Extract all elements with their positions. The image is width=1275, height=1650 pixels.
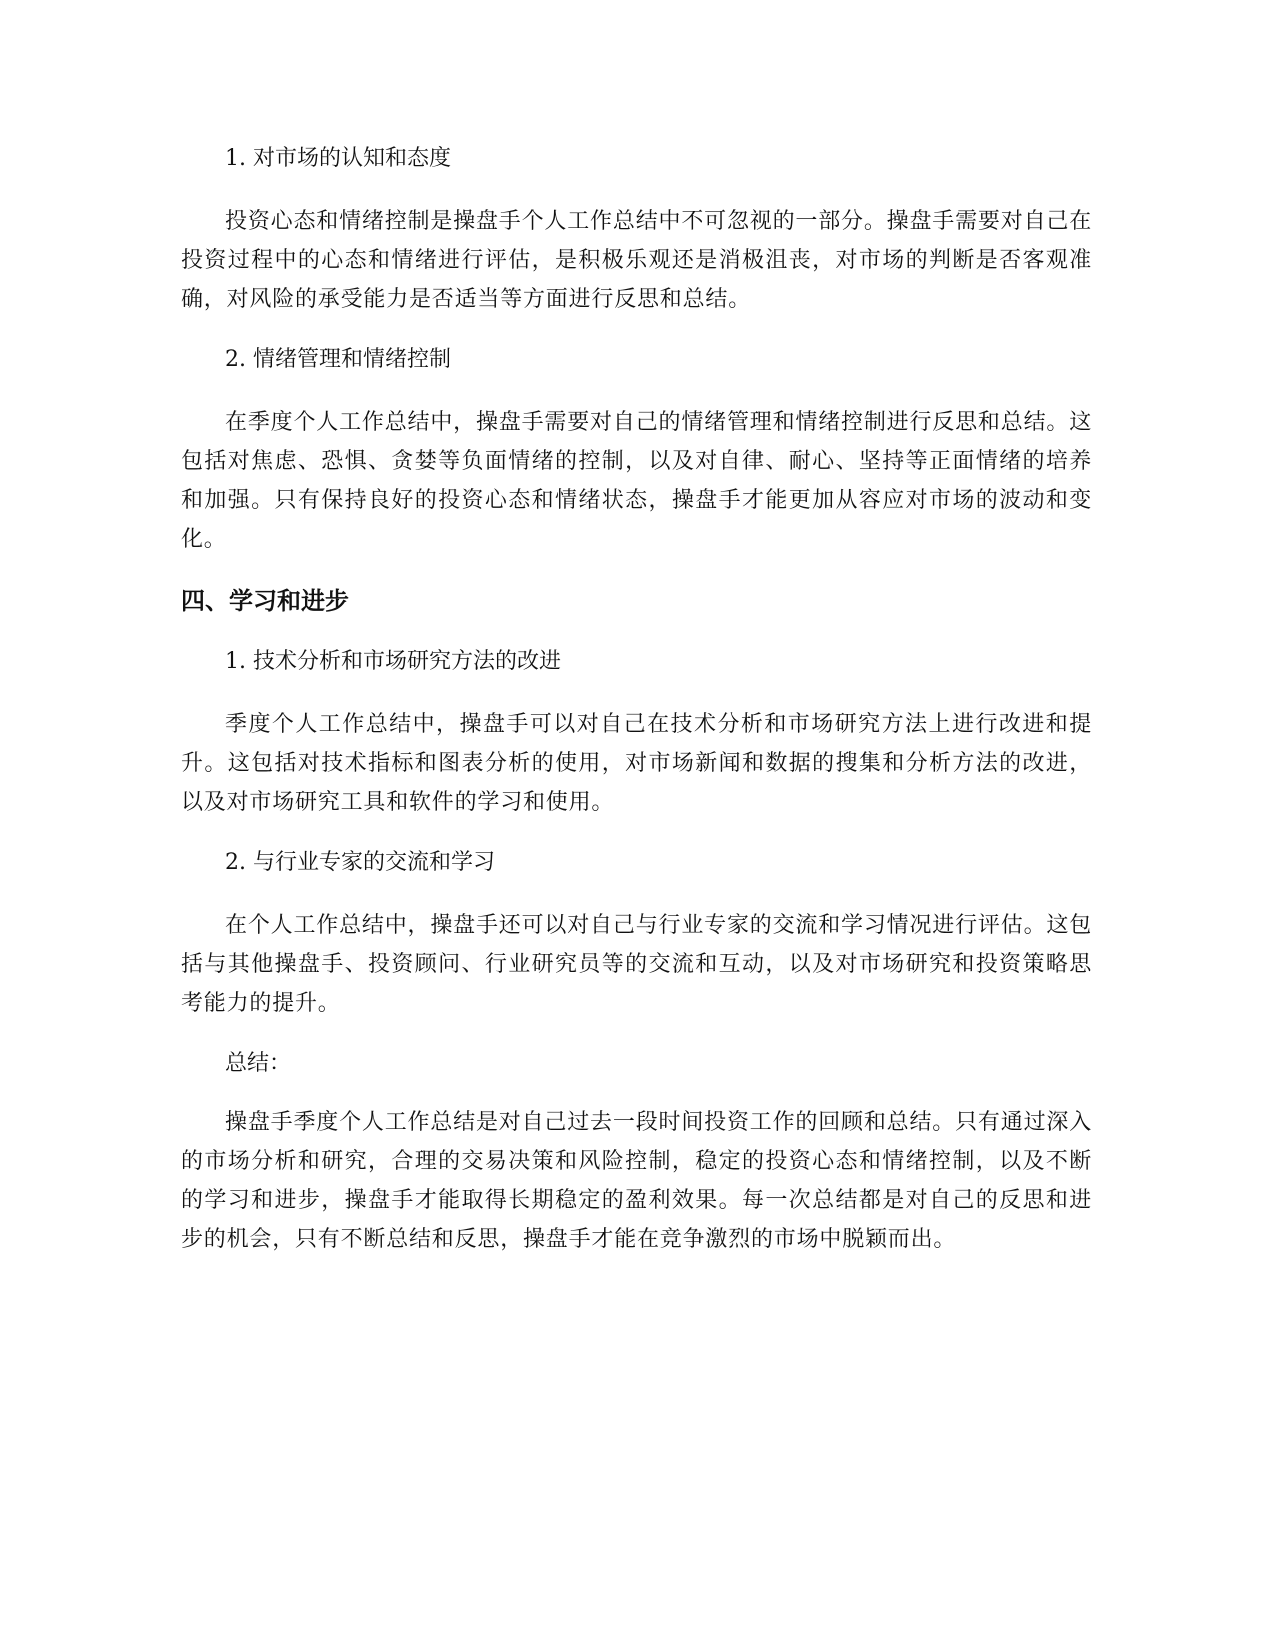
subheading-market-attitude: 1. 对市场的认知和态度 [225, 146, 451, 171]
paragraph-summary: 操盘手季度个人工作总结是对自己过去一段时间投资工作的回顾和总结。只有通过深入的市场分析和研究，合理的交易决策和风险控制，稳定的投资心态和情绪控制，以及不断的学习和进步，操盘手才能取得长期稳定的盈利效果。每一次总结都是对自己的反思和进步的机会，只有不断总结和反思，操盘手才能在竞争激烈的市场中脱颖而出。 [181, 1110, 1092, 1252]
section-title-learning-progress: 四、学习和进步 [181, 587, 349, 615]
summary-label: 总结： [225, 1051, 292, 1076]
subheading-emotion-management: 2. 情绪管理和情绪控制 [225, 347, 451, 372]
subheading-expert-exchange: 2. 与行业专家的交流和学习 [225, 850, 495, 875]
paragraph-technical-analysis: 季度个人工作总结中，操盘手可以对自己在技术分析和市场研究方法上进行改进和提升。这包括对技术指标和图表分析的使用，对市场新闻和数据的搜集和分析方法的改进，以及对市场研究工具和软件的学习和使用。 [181, 712, 1092, 815]
paragraph-emotion-control: 在季度个人工作总结中，操盘手需要对自己的情绪管理和情绪控制进行反思和总结。这包括对焦虑、恐惧、贪婪等负面情绪的控制，以及对自律、耐心、坚持等正面情绪的培养和加强。只有保持良好的投资心态和情绪状态，操盘手才能更加从容应对市场的波动和变化。 [181, 410, 1092, 552]
document-body [181, 140, 1092, 1281]
subheading-technical-analysis: 1. 技术分析和市场研究方法的改进 [225, 649, 561, 674]
paragraph-expert-exchange: 在个人工作总结中，操盘手还可以对自己与行业专家的交流和学习情况进行评估。这包括与其他操盘手、投资顾问、行业研究员等的交流和互动，以及对市场研究和投资策略思考能力的提升。 [181, 913, 1092, 1016]
paragraph-investment-mindset: 投资心态和情绪控制是操盘手个人工作总结中不可忽视的一部分。操盘手需要对自己在投资过程中的心态和情绪进行评估，是积极乐观还是消极沮丧，对市场的判断是否客观准确，对风险的承受能力是否适当等方面进行反思和总结。 [181, 209, 1092, 312]
